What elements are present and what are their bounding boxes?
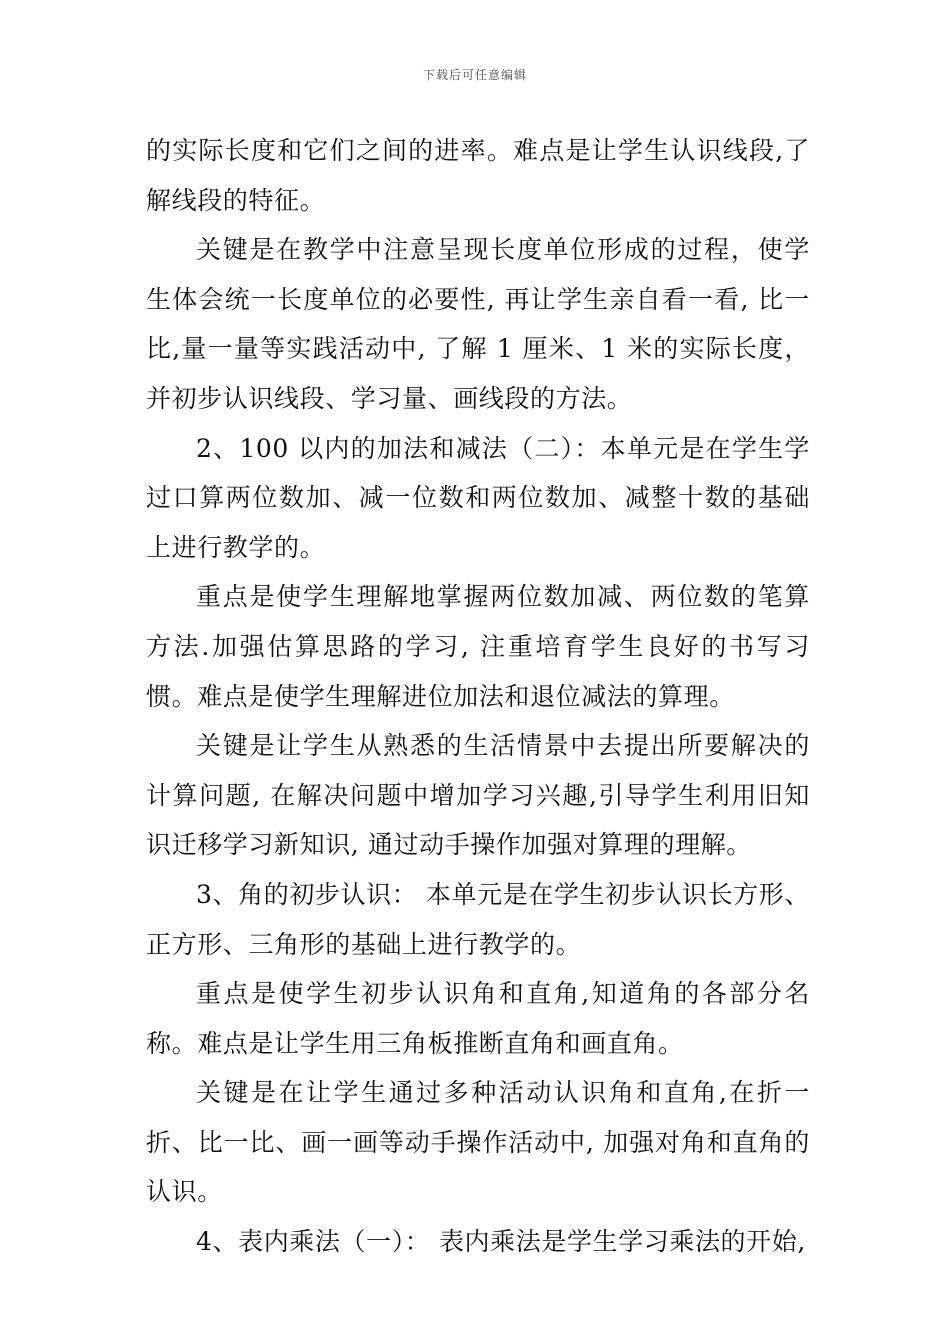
paragraph: 重点是使学生理解地掌握两位数加减、两位数的笔算方法.加强估算思路的学习, 注重培育学生良好的书写习惯。难点是使学生理解进位加法和退位减法的算理。 bbox=[146, 582, 810, 711]
paragraph: 重点是使学生初步认识角和直角,知道角的各部分名称。难点是让学生用三角板推断直角和画直角。 bbox=[146, 979, 810, 1058]
paragraph: 4、表内乘法（一）： 表内乘法是学生学习乘法的开始, bbox=[196, 1227, 806, 1257]
paragraph: 3、角的初步认识： 本单元是在学生初步认识长方形、正方形、三角形的基础上进行教学的。 bbox=[146, 879, 810, 959]
body-text bbox=[146, 126, 810, 1267]
paragraph: 关键是在让学生通过多种活动认识角和直角,在折一折、比一比、画一画等动手操作活动中, 加强对角和直角的认识。 bbox=[146, 1078, 810, 1207]
paragraph: 关键是在教学中注意呈现长度单位形成的过程，使学生体会统一长度单位的必要性, 再让学生亲自看一看, 比一比,量一量等实践活动中, 了解 1 厘米、1 米的实际长度，并初步认识线段、学习量、画线段的方法。 bbox=[146, 235, 810, 413]
paragraph: 关键是让学生从熟悉的生活情景中去提出所要解决的计算问题, 在解决问题中增加学习兴趣,引导学生利用旧知识迁移学习新知识, 通过动手操作加强对算理的理解。 bbox=[146, 731, 810, 860]
paragraph: 的实际长度和它们之间的进率。难点是让学生认识线段,了解线段的特征。 bbox=[146, 136, 810, 215]
paragraph: 2、100 以内的加法和减法（二）：本单元是在学生学过口算两位数加、减一位数和两位数加、减整十数的基础上进行教学的。 bbox=[146, 433, 810, 562]
header-note: 下载后可任意编辑 bbox=[422, 68, 527, 82]
